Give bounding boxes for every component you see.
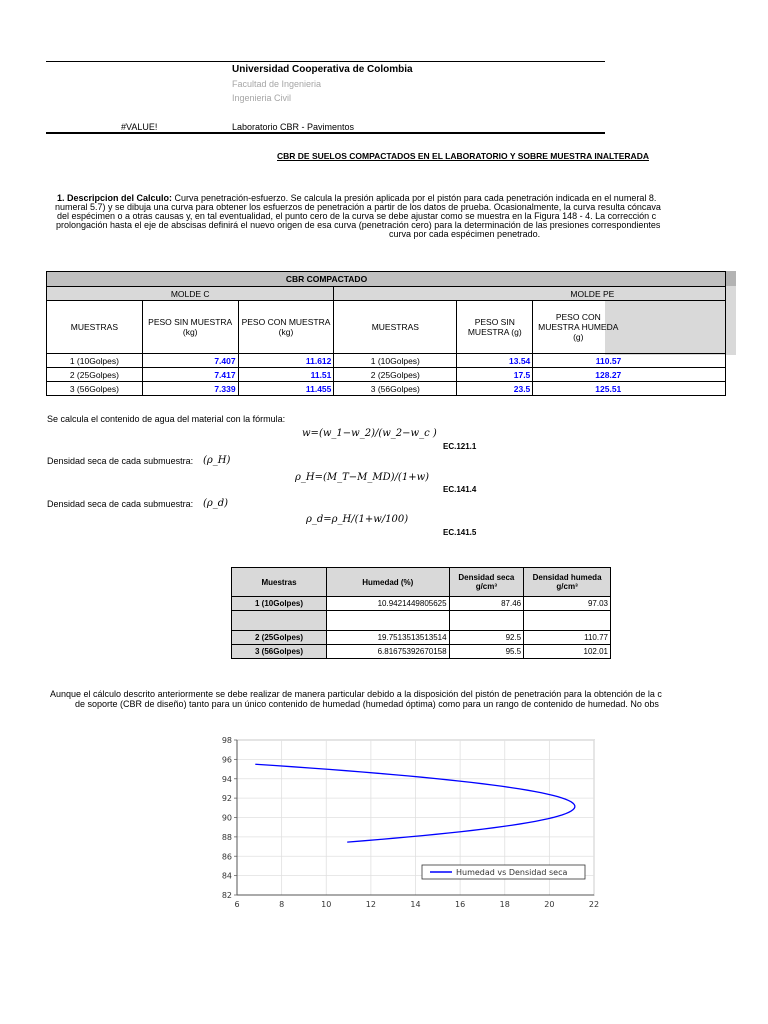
formula-water-content: w=(w_1−w_2)/(w_2−w_c ) [302,428,437,439]
page-title: CBR DE SUELOS COMPACTADOS EN EL LABORATORIO Y SOBRE MUESTRA INALTERADA [277,151,649,161]
table-row [47,368,726,382]
cell: 110.77 [524,631,611,645]
cell: 1 (10Golpes) [232,597,327,611]
table-row [232,645,611,659]
legend-label: Humedad vs Densidad seca [456,868,568,877]
x-tick-label: 16 [455,900,466,909]
description-line5: curva por cada espécimen penetrado. [389,229,541,239]
cell: 7.407 [142,354,238,368]
cell: 92.5 [449,631,524,645]
col-peso-con-kg: PESO CON MUESTRA (kg) [238,301,334,354]
cell: 110.57 [533,354,726,368]
results-table [231,567,611,659]
y-tick-label: 82 [221,891,232,900]
cell: 11.51 [238,368,334,382]
x-tick-label: 12 [365,900,376,909]
y-tick-label: 90 [221,813,232,823]
molde-pe-header: MOLDE PE [334,287,726,301]
cell: 2 (25Golpes) [232,631,327,645]
col-peso-sin-kg: PESO SIN MUESTRA (kg) [142,301,238,354]
table-row-spacer [232,611,611,631]
y-tick-label: 98 [221,736,232,745]
faculty-name: Facultad de Ingenieria [232,79,322,89]
col-peso-con-g: PESO CON MUESTRA HUMEDA (g) [533,301,726,354]
x-tick-label: 22 [588,900,600,909]
cell: 3 (56Golpes) [334,382,457,396]
x-tick-label: 8 [279,900,285,909]
cell: 11.612 [238,354,334,368]
description-lead: 1. Descripcion del Calculo: [57,193,173,203]
cell: 97.03 [524,597,611,611]
cell: 2 (25Golpes) [47,368,143,382]
density-h-label: Densidad seca de cada submuestra: [47,456,194,466]
cell: 1 (10Golpes) [47,354,143,368]
table-row [47,382,726,396]
cell: 1 (10Golpes) [334,354,457,368]
molde-c-header: MOLDE C [47,287,334,301]
x-tick-label: 14 [410,900,421,909]
formula-ref-2: EC.141.4 [443,485,477,494]
cell: 7.417 [142,368,238,382]
y-tick-label: 92 [221,794,232,804]
density-h-symbol: (ρ_H) [203,455,231,466]
formula-density-d: ρ_d=ρ_H/(1+w/100) [306,514,409,525]
description-line4: prolongación hasta el eje de abscisas definirá el nuevo origen de esa curva (penetración cero) para la determinación de las presiones correspondientes [56,220,661,230]
cell: 17.5 [457,368,533,382]
cell: 11.455 [238,382,334,396]
cbr-table [46,271,726,396]
col-muestras: Muestras [232,568,327,597]
table-row [232,631,611,645]
density-d-label: Densidad seca de cada submuestra: [47,499,194,509]
col-muestras-1: MUESTRAS [47,301,143,354]
cell: 19.7513513513514 [327,631,450,645]
cell: 13.54 [457,354,533,368]
closing-line1: Aunque el cálculo descrito anteriormente se debe realizar de manera particular debido a la disposición del pistón de penetración para la obtención de la c [50,689,662,699]
table-row [232,597,611,611]
description-line2: numeral 5.7) y se dibuja una curva para obtener los esfuerzos de penetración a partir de los datos de prueba. Ocasionalmente, la curva resulta cóncava [55,202,661,212]
x-tick-label: 20 [544,900,555,909]
col-muestras-2: MUESTRAS [334,301,457,354]
cell: 3 (56Golpes) [232,645,327,659]
cell: 7.339 [142,382,238,396]
cell: 10.9421449805625 [327,597,450,611]
y-tick-label: 86 [221,852,232,862]
lab-name: Laboratorio CBR - Pavimentos [232,122,355,132]
formula-intro: Se calcula el contenido de agua del material con la fórmula: [47,414,286,424]
description-block [46,193,661,244]
x-tick-label: 10 [321,900,332,909]
description-line3: del espécimen o a otras causas y, en tal eventualidad, el punto cero de la curva se debe ajustar como se muestra en la Figura 148 - 4. La corrección c [57,211,657,221]
y-tick-label: 94 [221,774,232,784]
col-densidad-humeda: Densidad humeda g/cm³ [524,568,611,597]
cell: 2 (25Golpes) [334,368,457,382]
x-tick-label: 6 [234,900,240,909]
col-humedad: Humedad (%) [327,568,450,597]
cell: 102.01 [524,645,611,659]
col-densidad-seca: Densidad seca g/cm³ [449,568,524,597]
university-name: Universidad Cooperativa de Colombia [232,64,413,75]
density-d-symbol: (ρ_d) [203,498,229,509]
program-name: Ingenieria Civil [232,93,292,103]
cbr-table-title: CBR COMPACTADO [47,272,726,287]
closing-line2: de soporte (CBR de diseño) tanto para un único contenido de humedad (humedad óptima) como para un rango de contenido de humedad. No obs [75,699,659,709]
formula-density-h: ρ_H=(M_T−M_MD)/(1+w) [295,472,430,483]
formula-ref-1: EC.121.1 [443,442,477,451]
cell: 23.5 [457,382,533,396]
cell: 6.81675392670158 [327,645,450,659]
formula-ref-3: EC.141.5 [443,528,477,537]
cell: 128.27 [533,368,726,382]
cell: 95.5 [449,645,524,659]
table-row [47,354,726,368]
y-tick-label: 88 [221,832,232,842]
col-peso-sin-g: PESO SIN MUESTRA (g) [457,301,533,354]
x-tick-label: 18 [499,900,510,909]
cell: 3 (56Golpes) [47,382,143,396]
humidity-density-chart [200,730,610,915]
error-cell: #VALUE! [121,122,158,132]
description-line1: Curva penetración-esfuerzo. Se calcula la presión aplicada por el pistón para cada penetración indicada en el numeral 8. [172,193,657,203]
y-tick-label: 84 [221,871,232,881]
cell: 87.46 [449,597,524,611]
cell: 125.51 [533,382,726,396]
y-tick-label: 96 [221,755,232,765]
